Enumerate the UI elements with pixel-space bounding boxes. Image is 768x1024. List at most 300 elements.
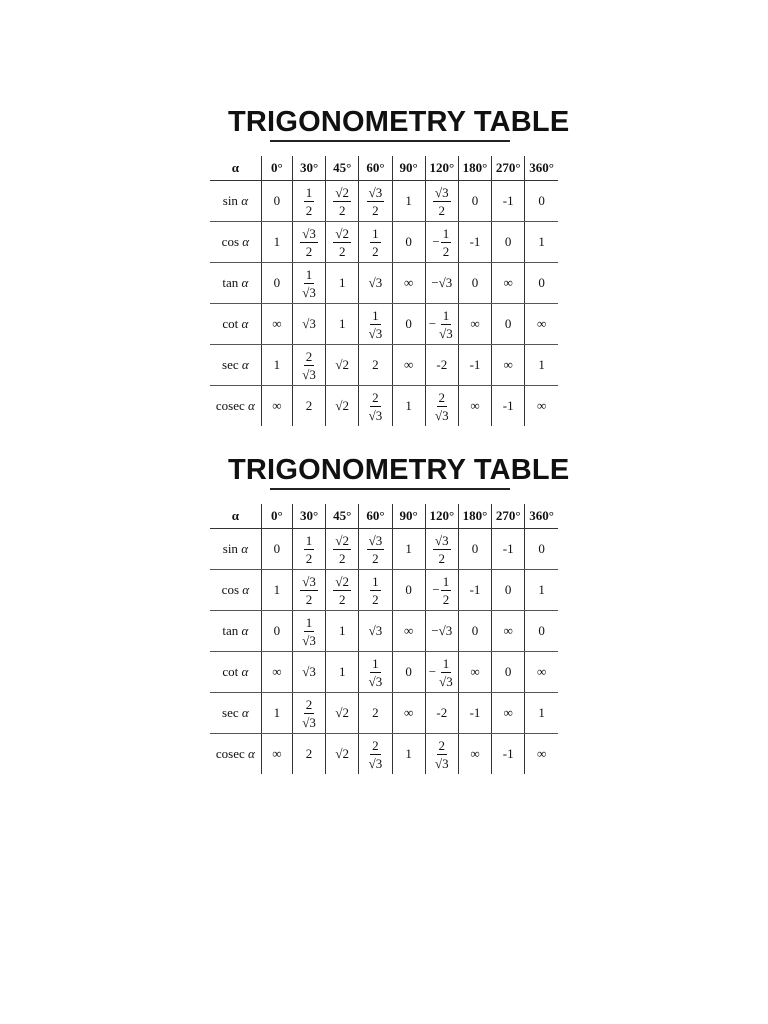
value-text: 0 <box>538 541 545 556</box>
function-name-text: sec <box>222 705 239 720</box>
function-name <box>222 705 249 720</box>
function-name <box>222 664 248 679</box>
function-name <box>222 582 249 597</box>
value-fraction-wrap <box>433 534 451 565</box>
fraction-numerator: √3 <box>302 574 316 589</box>
value-text: -2 <box>436 705 448 720</box>
fraction-denominator: 2 <box>438 203 446 218</box>
value-text: 0 <box>405 316 412 331</box>
value-cell <box>359 570 392 611</box>
value-cell <box>326 263 359 304</box>
fraction-denominator: 2 <box>372 244 379 259</box>
value-cell <box>261 734 292 775</box>
value-cell <box>492 734 525 775</box>
value-cell <box>261 652 292 693</box>
function-name <box>222 275 248 290</box>
value-fraction-wrap <box>433 186 451 217</box>
trig-table-block-2 <box>210 452 570 774</box>
value-cell <box>525 386 558 427</box>
value-cell <box>261 386 292 427</box>
table-row <box>210 304 558 345</box>
value-fraction-wrap <box>367 309 385 340</box>
table-title: TRIGONOMETRY TABLE <box>228 454 570 486</box>
value-cell <box>492 263 525 304</box>
function-name <box>222 234 249 249</box>
fraction-denominator: √3 <box>302 633 316 648</box>
function-name-text: cos <box>221 582 240 597</box>
value-text: 1 <box>273 582 281 597</box>
fraction-numerator: √2 <box>335 185 350 200</box>
function-symbol: α <box>241 275 249 290</box>
fraction <box>300 698 318 729</box>
fraction-denominator: √3 <box>434 408 449 423</box>
value-cell <box>492 386 525 427</box>
value-cell <box>458 611 491 652</box>
function-symbol: α <box>242 234 250 249</box>
fraction-denominator: √3 <box>434 756 449 771</box>
value-fraction-wrap <box>300 616 318 647</box>
value-cell <box>292 181 325 222</box>
fraction-denominator: 2 <box>305 203 313 218</box>
value-cell <box>392 386 425 427</box>
value-text: ∞ <box>470 664 480 679</box>
fraction-numerator: √2 <box>335 533 350 548</box>
value-cell <box>392 693 425 734</box>
fraction <box>300 227 318 258</box>
fraction <box>433 186 451 217</box>
value-fraction-wrap <box>367 186 385 217</box>
header-angle: 360° <box>525 504 558 529</box>
function-symbol: α <box>248 746 255 761</box>
value-fraction-wrap <box>432 575 451 606</box>
value-cell <box>492 222 525 263</box>
function-name-text: sin <box>222 193 238 208</box>
function-name-text: cot <box>222 664 239 679</box>
value-text: ∞ <box>403 623 414 638</box>
fraction <box>370 227 381 258</box>
value-fraction-wrap <box>367 739 385 770</box>
fraction <box>367 186 385 217</box>
value-fraction-wrap <box>333 227 351 258</box>
function-name <box>223 541 248 556</box>
value-text: ∞ <box>536 316 547 331</box>
value-text: 0 <box>405 664 412 679</box>
fraction <box>437 309 455 340</box>
fraction-numerator: √2 <box>335 226 350 241</box>
value-text: 1 <box>405 746 412 761</box>
fraction-denominator: √3 <box>439 325 453 341</box>
header-angle: 270° <box>492 504 525 529</box>
value-cell <box>525 304 558 345</box>
value-fraction-wrap <box>367 534 385 565</box>
value-text: 1 <box>405 541 412 556</box>
fraction <box>333 575 351 606</box>
value-cell <box>326 693 359 734</box>
fraction-numerator: 2 <box>305 349 313 364</box>
table-row <box>210 734 558 775</box>
value-cell <box>458 304 491 345</box>
function-label <box>210 181 261 222</box>
fraction <box>333 186 351 217</box>
value-text: ∞ <box>272 316 282 331</box>
value-text: ∞ <box>536 664 547 679</box>
value-cell <box>492 181 525 222</box>
fraction-numerator: 2 <box>372 390 379 405</box>
value-cell <box>292 263 325 304</box>
value-fraction-wrap <box>429 309 455 340</box>
value-cell <box>326 734 359 775</box>
value-cell <box>359 222 392 263</box>
table-row <box>210 345 558 386</box>
value-text: 1 <box>273 357 281 372</box>
value-cell <box>392 304 425 345</box>
value-cell <box>525 693 558 734</box>
value-cell <box>392 345 425 386</box>
fraction-numerator: 1 <box>372 226 379 241</box>
header-angle: 360° <box>525 156 558 181</box>
fraction-denominator: 2 <box>372 203 379 218</box>
fraction <box>300 268 318 299</box>
function-name <box>222 357 249 372</box>
value-text: -1 <box>469 582 481 597</box>
value-cell <box>292 652 325 693</box>
negative-sign: − <box>428 664 437 679</box>
value-text: 0 <box>538 623 545 638</box>
value-cell <box>392 222 425 263</box>
value-cell <box>261 570 292 611</box>
value-text: 1 <box>338 664 346 679</box>
value-cell <box>392 570 425 611</box>
negative-sign: − <box>432 582 440 597</box>
value-cell <box>392 611 425 652</box>
value-cell <box>326 652 359 693</box>
table-row <box>210 386 558 427</box>
value-text: 2 <box>372 357 379 372</box>
value-cell <box>458 263 491 304</box>
value-text: ∞ <box>403 275 414 290</box>
function-label <box>210 386 261 427</box>
function-name-text: cot <box>222 316 239 331</box>
value-cell <box>525 570 558 611</box>
value-fraction-wrap <box>304 534 315 565</box>
fraction <box>300 350 318 381</box>
function-label <box>210 263 261 304</box>
value-cell <box>525 529 558 570</box>
table-row <box>210 611 558 652</box>
header-angle: 270° <box>492 156 525 181</box>
value-cell <box>359 263 392 304</box>
fraction-numerator: 2 <box>438 390 446 405</box>
value-cell <box>292 222 325 263</box>
fraction-numerator: 1 <box>372 656 379 671</box>
fraction-numerator: √3 <box>434 533 449 548</box>
value-cell <box>292 693 325 734</box>
fraction <box>304 534 315 565</box>
value-text: 1 <box>273 234 281 249</box>
value-text: 1 <box>405 193 412 208</box>
fraction <box>367 309 385 340</box>
value-cell <box>392 734 425 775</box>
value-cell <box>261 263 292 304</box>
value-text: 0 <box>471 275 479 290</box>
value-text: −√3 <box>431 623 453 638</box>
value-cell <box>292 570 325 611</box>
table-row <box>210 570 558 611</box>
value-fraction-wrap <box>433 391 451 422</box>
value-fraction-wrap <box>370 227 381 258</box>
value-fraction-wrap <box>367 391 385 422</box>
negative-sign: − <box>428 316 437 331</box>
value-cell <box>326 570 359 611</box>
value-fraction-wrap <box>333 534 351 565</box>
fraction-denominator: √3 <box>368 756 383 771</box>
value-text: 0 <box>471 193 479 208</box>
value-text: -1 <box>469 234 481 249</box>
value-cell <box>292 386 325 427</box>
function-name-text: cosec <box>215 398 245 413</box>
value-text: 0 <box>538 193 545 208</box>
value-fraction-wrap <box>304 186 315 217</box>
title-underline <box>270 488 510 490</box>
value-cell <box>425 345 458 386</box>
value-fraction-wrap <box>367 657 385 688</box>
fraction <box>304 186 315 217</box>
value-cell <box>525 611 558 652</box>
function-label <box>210 734 261 775</box>
table-row <box>210 693 558 734</box>
fraction-numerator: 1 <box>442 307 450 323</box>
function-label <box>210 693 261 734</box>
function-name-text: tan <box>222 623 239 638</box>
function-name-text: sec <box>222 357 239 372</box>
fraction <box>433 739 451 770</box>
value-cell <box>359 529 392 570</box>
value-text: 1 <box>273 705 281 720</box>
value-text: √3 <box>302 664 316 679</box>
fraction-numerator: √3 <box>368 533 383 548</box>
value-cell <box>525 181 558 222</box>
fraction-numerator: 1 <box>442 655 450 671</box>
value-cell <box>326 529 359 570</box>
value-text: ∞ <box>470 746 480 761</box>
fraction <box>441 575 452 606</box>
value-cell <box>326 181 359 222</box>
header-angle: 90° <box>392 504 425 529</box>
value-cell <box>261 611 292 652</box>
value-cell <box>261 222 292 263</box>
trig-table <box>210 156 558 426</box>
value-text: -1 <box>502 398 514 413</box>
fraction-denominator: √3 <box>368 408 383 423</box>
function-label <box>210 611 261 652</box>
function-symbol: α <box>241 357 249 372</box>
value-cell <box>525 345 558 386</box>
fraction-numerator: 1 <box>305 533 313 548</box>
value-text: ∞ <box>470 316 480 331</box>
value-text: 0 <box>471 623 479 638</box>
function-label <box>210 570 261 611</box>
value-cell <box>261 345 292 386</box>
fraction-numerator: 1 <box>305 185 313 200</box>
value-fraction-wrap <box>300 575 318 606</box>
table-row <box>210 222 558 263</box>
function-name-text: sin <box>222 541 238 556</box>
value-fraction-wrap <box>300 698 318 729</box>
value-fraction-wrap <box>429 657 455 688</box>
fraction-denominator: 2 <box>372 592 379 607</box>
value-cell <box>458 693 491 734</box>
fraction-denominator: 2 <box>372 551 379 566</box>
value-cell <box>425 529 458 570</box>
value-text: ∞ <box>536 398 547 413</box>
value-text: √3 <box>368 275 383 290</box>
fraction-denominator: 2 <box>305 244 313 259</box>
header-angle: 60° <box>359 504 392 529</box>
value-cell <box>425 181 458 222</box>
value-cell <box>326 222 359 263</box>
value-cell <box>359 345 392 386</box>
trig-table <box>210 504 558 774</box>
value-cell <box>458 652 491 693</box>
value-cell <box>458 734 491 775</box>
value-cell <box>359 734 392 775</box>
header-row <box>210 504 558 529</box>
value-fraction-wrap <box>333 186 351 217</box>
function-name <box>216 398 255 413</box>
fraction <box>367 534 385 565</box>
value-text: -1 <box>502 193 514 208</box>
fraction <box>441 227 452 258</box>
value-text: ∞ <box>403 357 414 372</box>
value-text: 2 <box>305 746 313 761</box>
value-cell <box>458 529 491 570</box>
function-symbol: α <box>242 582 250 597</box>
fraction-denominator: 2 <box>305 551 313 566</box>
value-fraction-wrap <box>300 227 318 258</box>
value-text: ∞ <box>272 398 282 413</box>
value-cell <box>359 652 392 693</box>
header-angle: 30° <box>292 504 325 529</box>
fraction-denominator: 2 <box>438 551 446 566</box>
value-fraction-wrap <box>300 268 318 299</box>
value-cell <box>326 386 359 427</box>
value-cell <box>392 529 425 570</box>
value-text: ∞ <box>403 705 414 720</box>
header-angle: 0° <box>261 156 292 181</box>
fraction <box>433 534 451 565</box>
function-name-text: cos <box>221 234 240 249</box>
fraction-numerator: 2 <box>438 738 446 753</box>
value-text: 2 <box>372 705 379 720</box>
value-cell <box>492 611 525 652</box>
table-row <box>210 529 558 570</box>
function-label <box>210 529 261 570</box>
value-text: -1 <box>502 541 514 556</box>
value-text: 0 <box>504 664 512 679</box>
value-text: 0 <box>405 582 412 597</box>
value-text: 0 <box>273 275 281 290</box>
value-text: √3 <box>368 623 383 638</box>
function-name-text: tan <box>222 275 239 290</box>
value-cell <box>261 181 292 222</box>
fraction-denominator: 2 <box>338 551 346 566</box>
fraction-denominator: √3 <box>302 367 316 382</box>
value-cell <box>326 304 359 345</box>
value-text: 2 <box>305 398 313 413</box>
fraction <box>367 657 385 688</box>
table-row <box>210 263 558 304</box>
value-cell <box>458 181 491 222</box>
value-fraction-wrap <box>433 739 451 770</box>
value-cell <box>525 734 558 775</box>
function-symbol: α <box>241 541 249 556</box>
header-angle: 60° <box>359 156 392 181</box>
value-cell <box>326 345 359 386</box>
function-name <box>222 623 248 638</box>
function-symbol: α <box>241 316 249 331</box>
fraction-denominator: √3 <box>302 285 316 300</box>
fraction-numerator: 1 <box>372 308 379 323</box>
value-cell <box>261 304 292 345</box>
value-text: √2 <box>335 357 350 372</box>
fraction-denominator: 2 <box>442 591 450 607</box>
value-cell <box>458 222 491 263</box>
value-cell <box>261 693 292 734</box>
header-angle: 0° <box>261 504 292 529</box>
value-cell <box>458 345 491 386</box>
value-cell <box>458 386 491 427</box>
value-fraction-wrap <box>300 350 318 381</box>
value-text: ∞ <box>272 746 282 761</box>
value-text: 1 <box>338 623 346 638</box>
value-cell <box>392 263 425 304</box>
value-cell <box>425 734 458 775</box>
fraction-denominator: 2 <box>338 592 346 607</box>
fraction <box>367 739 385 770</box>
value-text: -2 <box>436 357 448 372</box>
value-cell <box>292 304 325 345</box>
header-angle: 45° <box>326 504 359 529</box>
value-cell <box>425 263 458 304</box>
fraction-numerator: 2 <box>305 697 313 712</box>
value-text: ∞ <box>503 357 513 372</box>
fraction-denominator: 2 <box>442 243 450 259</box>
value-text: -1 <box>502 746 514 761</box>
value-cell <box>458 570 491 611</box>
function-symbol: α <box>241 623 249 638</box>
fraction <box>437 657 455 688</box>
value-cell <box>492 304 525 345</box>
function-label <box>210 304 261 345</box>
value-cell <box>292 529 325 570</box>
negative-sign: − <box>432 234 440 249</box>
function-name <box>223 193 248 208</box>
value-text: 1 <box>405 398 412 413</box>
value-cell <box>392 181 425 222</box>
value-fraction-wrap <box>370 575 381 606</box>
value-text: 0 <box>504 316 512 331</box>
fraction-numerator: √3 <box>368 185 383 200</box>
table-title: TRIGONOMETRY TABLE <box>228 106 570 138</box>
function-label <box>210 345 261 386</box>
header-angle: 180° <box>458 156 491 181</box>
fraction <box>300 616 318 647</box>
header-angle: 120° <box>425 504 458 529</box>
value-cell <box>492 570 525 611</box>
fraction <box>370 575 381 606</box>
value-cell <box>326 611 359 652</box>
fraction <box>333 227 351 258</box>
